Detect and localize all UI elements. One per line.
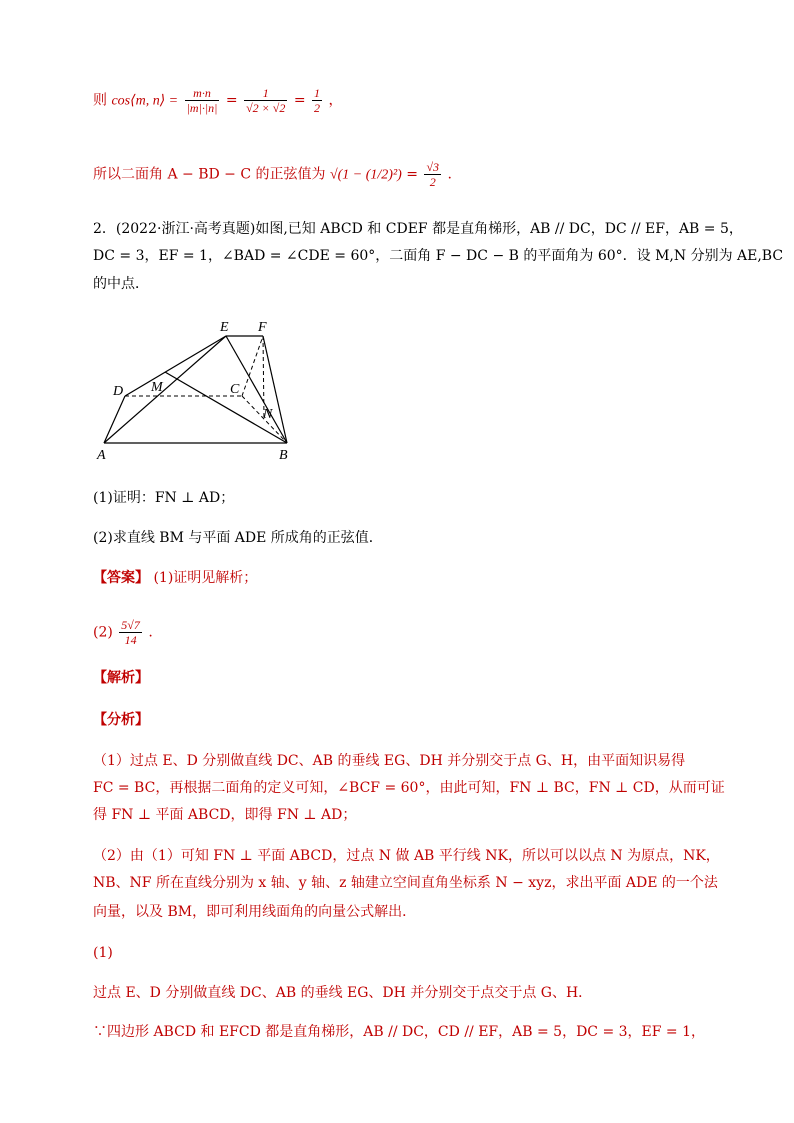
cos-result-num: 1	[314, 86, 320, 100]
answer-tag: 【答案】	[93, 570, 149, 586]
solution-1-tag: (1)	[93, 945, 113, 961]
fenxi-tag: 【分析】	[93, 712, 149, 728]
label-M: M	[151, 380, 163, 395]
cos-result-den: 2	[314, 101, 320, 115]
label-A: A	[97, 448, 106, 463]
analysis-p2-line-1: （2）由（1）可知 FN ⊥ 平面 ABCD，过点 N 做 AB 平行线 NK，所以可以以点 N 为原点，NK，	[93, 848, 720, 864]
cos-result	[312, 86, 322, 115]
analysis-p2-line-3: 向量，以及 BM，即可利用线面角的向量公式解出．	[93, 904, 417, 920]
sine-eq: =	[406, 166, 419, 183]
problem-line-2: DC = 3，EF = 1，∠BAD = ∠CDE = 60°，二面角 F − DC − B 的平面角为 60°．设 M,N 分别为 AE,BC	[93, 248, 784, 264]
question-1: (1)证明：FN ⊥ AD；	[93, 490, 235, 506]
sine-expr: √(1 − (1/2)²)	[329, 167, 402, 183]
label-B: B	[279, 448, 288, 463]
label-D: D	[113, 384, 124, 399]
edge-FB	[263, 336, 287, 443]
answer-part-2-tail: .	[148, 624, 153, 641]
cos-fraction-2	[244, 86, 287, 115]
analysis-p2-line-2: NB、NF 所在直线分别为 x 轴、y 轴、z 轴建立空间直角坐标系 N − xyz，求出平面 ADE 的一个法	[93, 875, 718, 891]
solution-1-line-1: 过点 E、D 分别做直线 DC、AB 的垂线 EG、DH 并分别交于点交于点 G、H．	[93, 985, 593, 1001]
analysis-p1-line-3: 得 FN ⊥ 平面 ABCD，即得 FN ⊥ AD；	[93, 807, 357, 823]
analysis-p1-line-1: （1）过点 E、D 分别做直线 DC、AB 的垂线 EG、DH 并分别交于点 G、H，由平面知识易得	[93, 753, 686, 769]
cos-prefix: 则	[93, 92, 107, 109]
cos-fraction-2-den: √2 × √2	[246, 101, 286, 115]
answer-line-2	[93, 618, 153, 647]
label-N: N	[263, 407, 273, 422]
sine-result	[424, 160, 441, 189]
problem-line-1: 2．(2022·浙江·高考真题)如图,已知 ABCD 和 CDEF 都是直角梯形，AB // DC，DC // EF，AB = 5，	[93, 221, 743, 237]
answer-part-2-prefix: (2)	[93, 624, 113, 641]
cos-tail: ，	[328, 92, 343, 109]
sine-result-num: √3	[426, 160, 440, 174]
cos-fraction-2-num: 1	[244, 86, 287, 101]
cos-line: 则 cos⟨m, n⟩ = $\frac{m\cdot n}{|m|\cdot|n|}$ = $\frac{1}{√2 \times √2}$ = $\frac{1}{2}$ ，	[93, 86, 343, 115]
cos-fraction-1	[185, 86, 220, 115]
answer-line-1	[93, 568, 257, 588]
label-C: C	[230, 382, 240, 397]
cos-expr: cos⟨m, n⟩ =	[111, 93, 179, 109]
sine-tail: .	[447, 166, 452, 183]
answer-part-2-fraction	[119, 618, 142, 647]
label-F: F	[258, 320, 267, 335]
edge-AD	[104, 396, 125, 443]
question-2: (2)求直线 BM 与平面 ADE 所成角的正弦值．	[93, 530, 383, 546]
answer-part-1: (1)证明见解析；	[153, 570, 258, 586]
geometry-figure	[95, 315, 305, 465]
solution-1-line-2: ∵四边形 ABCD 和 EFCD 都是直角梯形，AB // DC，CD // EF，AB = 5，DC = 3，EF = 1，	[93, 1024, 706, 1040]
label-E: E	[220, 320, 229, 335]
cos-fraction-1-den: |m|·|n|	[186, 101, 218, 115]
sine-text: 所以二面角 A − BD − C 的正弦值为	[93, 166, 326, 183]
jiexi-tag: 【解析】	[93, 670, 149, 686]
analysis-p1-line-2: FC = BC，再根据二面角的定义可知，∠BCF = 60°，由此可知，FN ⊥ BC，FN ⊥ CD，从而可证	[93, 780, 725, 796]
sine-result-den: 2	[429, 175, 436, 189]
answer-part-2-den: 14	[124, 633, 137, 647]
edge-DE	[125, 336, 226, 396]
sine-line	[93, 160, 452, 189]
problem-line-3: 的中点．	[93, 276, 149, 292]
edge-CF	[242, 336, 263, 396]
cos-fraction-1-num: m·n	[185, 86, 220, 101]
answer-part-2-num: 5√7	[121, 618, 140, 632]
